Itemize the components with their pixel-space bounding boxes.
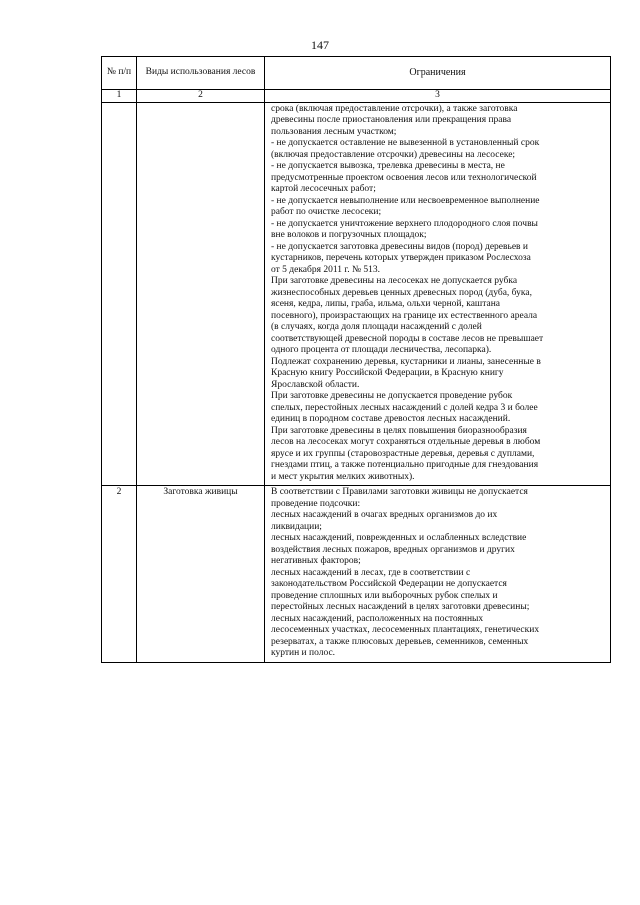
text-line: ясеня, кедра, липы, граба, ильма, ольхи черной, каштана (271, 299, 501, 309)
header-type: Виды использования лесов (137, 57, 265, 90)
page-number: 147 (311, 38, 329, 52)
text-line: жизнеспособных деревьев ценных древесных пород (дуба, бука, (271, 287, 532, 298)
text-line: резерватах, а также плюсовых деревьев, семенников, семенных (271, 636, 529, 647)
row-limits (265, 102, 611, 486)
text-line: гнездами птиц, а также потенциально пригодные для гнездования (271, 460, 539, 470)
text-line: (в случаях, когда доля площади насаждений с долей (271, 322, 482, 332)
text-line: одного процента от площади лесничества, лесопарка). (271, 345, 492, 355)
text-line: от 5 декабря 2011 г. № 513. (271, 264, 381, 275)
text-line: лесных насаждений, поврежденных и ослабленных вследствие (271, 533, 527, 543)
text-line: воздействия лесных пожаров, вредных организмов и других (271, 544, 515, 555)
text-line: негативных факторов; (271, 556, 361, 566)
text-line: При заготовке древесины не допускается проведение рубок (271, 391, 513, 401)
text-line: срока (включая предоставление отсрочки), а также заготовка (271, 103, 518, 114)
text-line: (включая предоставление отсрочки) древесины на лесосеке; (271, 149, 516, 160)
text-line: Красную книгу Российской Федерации, в Красную книгу (271, 368, 504, 378)
table-header-row (102, 57, 611, 90)
row-num (102, 102, 137, 486)
text-line: В соответствии с Правилами заготовки живицы не допускается (271, 487, 528, 497)
text-line: спелых, перестойных лесных насаждений с долей кедра 3 и более (271, 402, 538, 413)
text-line: законодательством Российской Федерации не допускается (271, 579, 507, 589)
row-type (137, 102, 265, 486)
table-row (102, 102, 611, 486)
text-line: лесных насаждений в очагах вредных организмов до их (271, 510, 498, 520)
row-limits (265, 486, 611, 663)
header-num: № п/п (102, 57, 137, 90)
text-line: - не допускается уничтожение верхнего плодородного слоя почвы (271, 218, 538, 229)
text-line: кустарников, перечень которых утвержден приказом Рослесхоза (271, 253, 531, 263)
text-line: пользования лесным участком; (271, 126, 397, 137)
text-line: - не допускается оставление не вывезенной в установленный срок (271, 138, 540, 148)
text-line: посевного), произрастающих на границе их естественного ареала (271, 310, 538, 321)
row-num: 2 (102, 486, 137, 663)
text-line: куртин и полос. (271, 648, 336, 658)
text-line: перестойных лесных насаждений в целях заготовки древесины; (271, 602, 530, 612)
text-line: проведение подсочки: (271, 498, 361, 509)
table-row (102, 486, 611, 663)
text-line: работ по очистке лесосеки; (271, 207, 382, 217)
text-line: При заготовке древесины на лесосеках не допускается рубка (271, 276, 518, 286)
text-line: предусмотренные проектом освоения лесов или технологической (271, 172, 537, 183)
column-number: 1 (102, 90, 137, 103)
column-number: 2 (137, 90, 265, 103)
restrictions-table (101, 56, 611, 663)
header-limits: Ограничения (265, 57, 611, 90)
text-line: ярусе и их группы (старовозрастные деревья, деревья с дуплами, (271, 448, 535, 459)
text-line: ликвидации; (271, 521, 322, 532)
text-line: вне волоков и погрузочных площадок; (271, 230, 427, 240)
text-line: - не допускается невыполнение или несвоевременное выполнение (271, 195, 540, 206)
text-line: лесных насаждений в лесах, где в соответствии с (271, 567, 471, 578)
text-line: проведение сплошных или выборочных рубок спелых и (271, 590, 498, 601)
text-line: и мест укрытия мелких животных). (271, 471, 415, 482)
text-line: единиц в породном составе древостоя лесных насаждений. (271, 414, 511, 424)
row-type: Заготовка живицы (137, 486, 265, 663)
text-line: лесосеменных участках, лесосеменных плантациях, генетических (271, 625, 540, 635)
text-line: - не допускается заготовка древесины видов (пород) деревьев и (271, 241, 528, 252)
text-line: Ярославской области. (271, 379, 360, 390)
text-line: - не допускается вывозка, трелевка древесины в места, не (271, 161, 505, 171)
text-line: При заготовке древесины в целях повышения биоразнообразия (271, 425, 527, 436)
column-numbers-row (102, 90, 611, 103)
text-line: картой лесосечных работ; (271, 184, 376, 194)
text-line: лесных насаждений, расположенных на постоянных (271, 613, 484, 624)
text-line: древесины после приостановления или прекращения права (271, 115, 512, 125)
text-line: лесов на лесосеках могут сохраняться отдельные деревья в любом (271, 437, 541, 447)
text-line: соответствующей древесной породы в составе лесов не превышает (271, 333, 544, 344)
column-number: 3 (265, 90, 611, 103)
text-line: Подлежат сохранению деревья, кустарники и лианы, занесенные в (271, 356, 541, 367)
